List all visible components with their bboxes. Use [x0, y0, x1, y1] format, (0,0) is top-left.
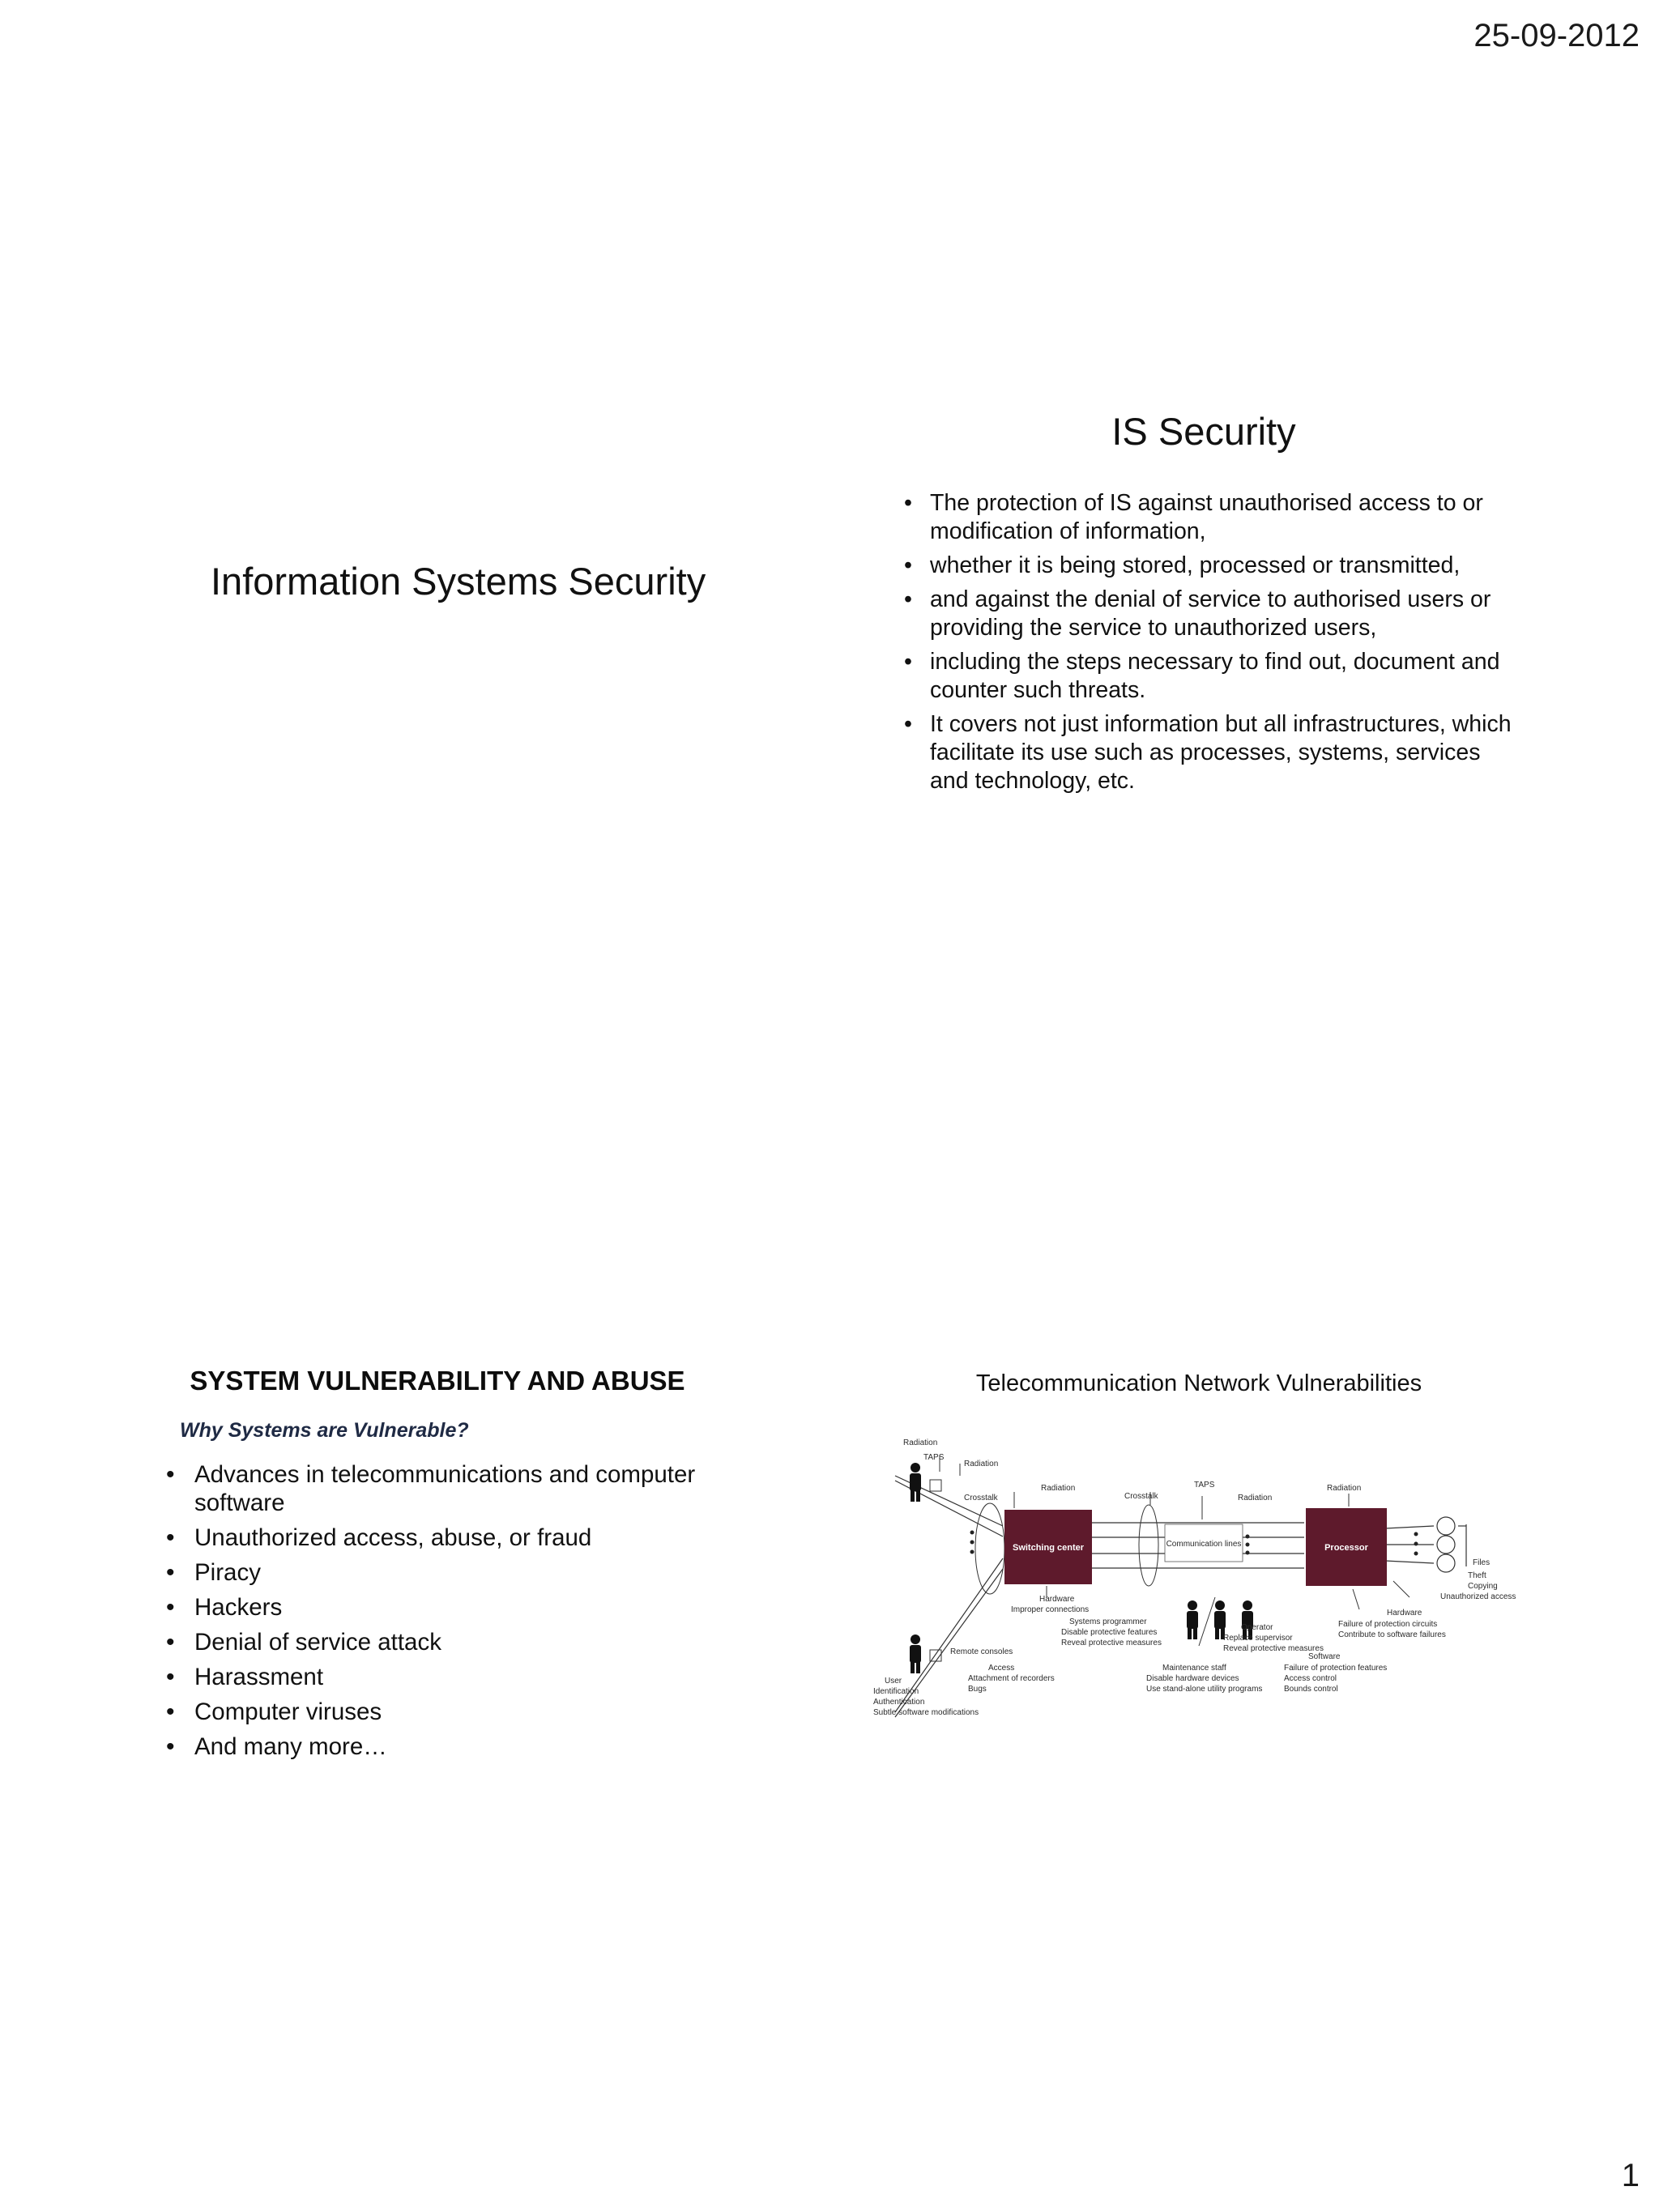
- person-icon: [1187, 1600, 1198, 1639]
- label-failure-circuits: Failure of protection circuits: [1338, 1620, 1438, 1629]
- processor-label: Processor: [1324, 1543, 1368, 1553]
- label-stand-alone: Use stand-alone utility programs: [1146, 1685, 1263, 1694]
- label-contribute-sw: Contribute to software failures: [1338, 1630, 1446, 1639]
- label-user: User: [885, 1677, 902, 1686]
- label-access: Access: [988, 1664, 1015, 1673]
- label-radiation: Radiation: [964, 1460, 999, 1468]
- label-radiation: Radiation: [903, 1438, 938, 1447]
- label-radiation: Radiation: [1238, 1494, 1273, 1502]
- slide2-bullet: • whether it is being stored, processed or transmitted,: [899, 552, 1515, 580]
- slide3-bullet: • Denial of service attack: [166, 1628, 749, 1656]
- slide3-bullet: • Piracy: [166, 1558, 749, 1587]
- label-radiation: Radiation: [1327, 1484, 1362, 1493]
- label-attachment-recorders: Attachment of recorders: [968, 1674, 1055, 1683]
- page-number: 1: [1621, 2158, 1640, 2193]
- slide2-title: IS Security: [1111, 410, 1296, 453]
- label-disable-features: Disable protective features: [1061, 1628, 1158, 1637]
- slide3-bullet: • Advances in telecommunications and computer software: [166, 1460, 749, 1517]
- slide3-subtitle: Why Systems are Vulnerable?: [180, 1419, 469, 1442]
- label-theft: Theft: [1468, 1571, 1486, 1580]
- label-subtle-mods: Subtle software modifications: [873, 1708, 979, 1717]
- slide3-bullet-list: [166, 1460, 749, 1767]
- label-bugs: Bugs: [968, 1685, 987, 1694]
- label-radiation: Radiation: [1041, 1484, 1076, 1493]
- label-copying: Copying: [1468, 1582, 1498, 1591]
- slide3-title: SYSTEM VULNERABILITY AND ABUSE: [190, 1366, 685, 1396]
- label-operator: Operator: [1241, 1623, 1273, 1632]
- label-reveal-measures: Reveal protective measures: [1061, 1639, 1162, 1647]
- slide4-title: Telecommunication Network Vulnerabilities: [975, 1370, 1422, 1396]
- communication-lines-label: Communication lines: [1166, 1540, 1242, 1549]
- label-crosstalk: Crosstalk: [1124, 1492, 1158, 1501]
- label-identification: Identification: [873, 1687, 919, 1696]
- label-maintenance-staff: Maintenance staff: [1162, 1664, 1226, 1673]
- label-improper-connections: Improper connections: [1011, 1605, 1090, 1614]
- label-disable-hw: Disable hardware devices: [1146, 1674, 1239, 1683]
- slide3-bullet: • Unauthorized access, abuse, or fraud: [166, 1524, 749, 1552]
- label-taps: TAPS: [1194, 1481, 1215, 1490]
- label-authentication: Authentication: [873, 1698, 925, 1707]
- label-software: Software: [1308, 1652, 1341, 1661]
- slide3-bullet: • And many more…: [166, 1733, 749, 1761]
- slide3-bullet: • Harassment: [166, 1663, 749, 1691]
- file-drums: [1437, 1517, 1455, 1572]
- label-hardware-proc: Hardware: [1387, 1609, 1422, 1617]
- crosstalk-ellipse-left: [975, 1503, 1004, 1594]
- label-files: Files: [1473, 1558, 1491, 1567]
- label-bounds-control: Bounds control: [1284, 1685, 1338, 1694]
- label-failure-features: Failure of protection features: [1284, 1664, 1388, 1673]
- slide3-bullet: • Hackers: [166, 1593, 749, 1622]
- slide1-title: Information Systems Security: [211, 560, 706, 603]
- label-crosstalk: Crosstalk: [964, 1494, 998, 1502]
- slide2-bullet: • and against the denial of service to authorised users or providing the service to unauthorized users,: [899, 586, 1515, 642]
- slide3-bullet: • Computer viruses: [166, 1698, 749, 1726]
- switching-center-label: Switching center: [1012, 1543, 1085, 1553]
- slide2-bullet: • including the steps necessary to find out, document and counter such threats.: [899, 648, 1515, 705]
- label-unauthorized-access: Unauthorized access: [1440, 1592, 1516, 1601]
- label-access-control: Access control: [1284, 1674, 1337, 1683]
- label-hardware: Hardware: [1039, 1595, 1075, 1604]
- terminal-icon: [930, 1480, 941, 1661]
- person-icon: [910, 1634, 921, 1673]
- crosstalk-ellipse-mid: [1139, 1505, 1158, 1586]
- page-date: 25-09-2012: [1473, 18, 1640, 53]
- network-vulnerabilities-diagram: [867, 1435, 1531, 1759]
- label-remote-consoles: Remote consoles: [950, 1647, 1013, 1656]
- slide2-bullet: • The protection of IS against unauthorised access to or modification of information,: [899, 489, 1515, 546]
- slide2-bullet-list: [899, 489, 1515, 801]
- slide2-bullet: • It covers not just information but all infrastructures, which facilitate its use such as processes, systems, services and technology, etc.: [899, 710, 1515, 795]
- person-icon: [910, 1463, 921, 1502]
- label-systems-programmer: Systems programmer: [1069, 1617, 1147, 1626]
- label-reveal-protective: Reveal protective measures: [1223, 1644, 1324, 1653]
- label-taps: TAPS: [923, 1453, 945, 1462]
- label-replace-supervisor: Replace supervisor: [1223, 1634, 1293, 1643]
